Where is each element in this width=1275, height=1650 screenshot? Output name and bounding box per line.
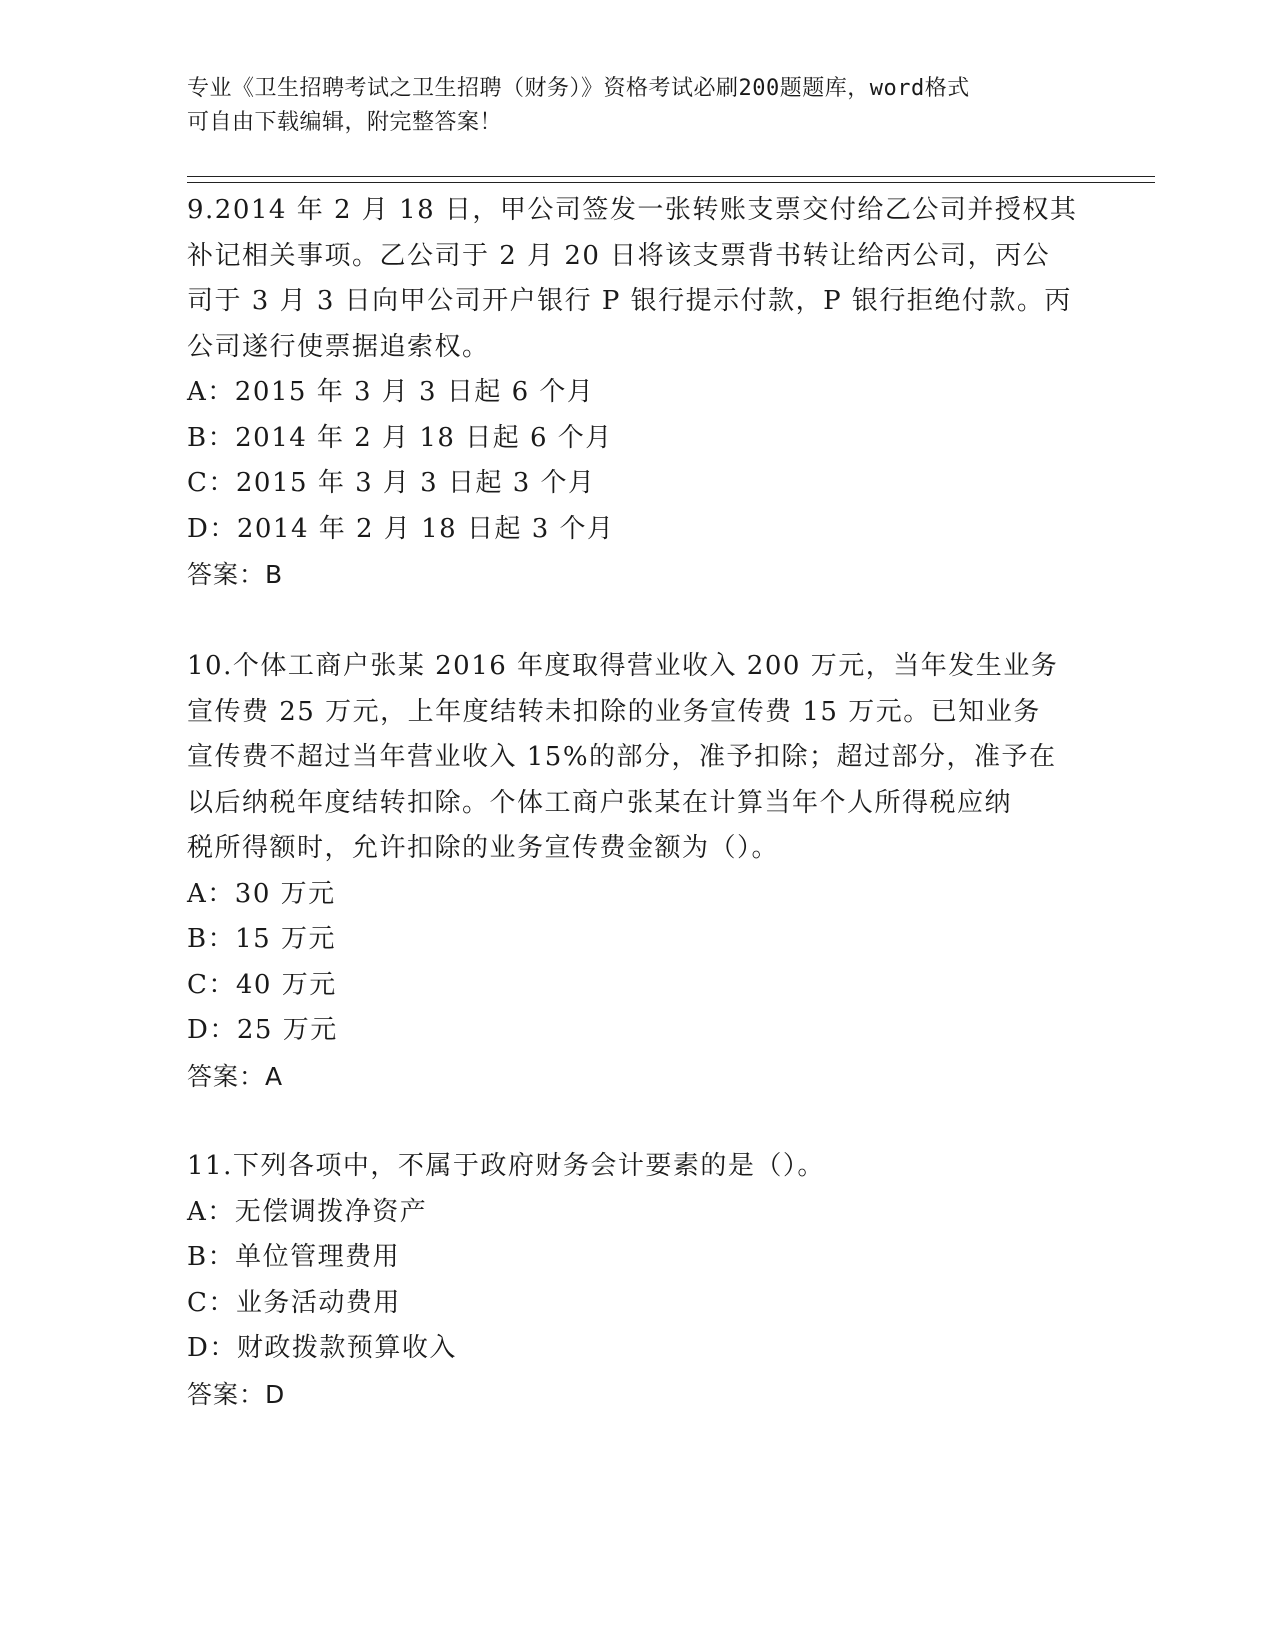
question-11 [187,1144,1087,1417]
header-title-line-2: 可自由下载编辑，附完整答案！ [187,110,503,135]
answer-label: 答案：A [187,1061,284,1091]
option-a: A：2015 年 3 月 3 日起 6 个月 [187,377,595,407]
question-9 [187,188,1087,598]
option-d: D：2014 年 2 月 18 日起 3 个月 [187,513,615,544]
question-text-line: 补记相关事项。乙公司于 2 月 20 日将该支票背书转让给丙公司，丙公 [187,240,1051,271]
answer-label: 答案：D [187,1379,286,1409]
option-b: B：15 万元 [187,924,336,954]
question-10 [187,644,1087,1099]
option-d: D：财政拨款预算收入 [187,1333,457,1363]
document-header [187,72,1067,140]
option-c: C：40 万元 [187,969,337,1000]
header-title-line-1: 专业《卫生招聘考试之卫生招聘（财务）》资格考试必刷200题题库，word格式 [187,76,970,101]
question-text-line: 税所得额时，允许扣除的业务宣传费金额为（）。 [187,833,780,863]
header-divider-top [187,176,1155,177]
option-a: A：无偿调拨净资产 [187,1196,428,1227]
question-text-line: 宣传费不超过当年营业收入 15%的部分，准予扣除；超过部分，准予在 [187,742,1057,772]
option-c: C：业务活动费用 [187,1287,401,1318]
question-text-line: 10.个体工商户张某 2016 年度取得营业收入 200 万元，当年发生业务 [187,651,1059,681]
question-text-line: 司于 3 月 3 日向甲公司开户银行 P 银行提示付款，P 银行拒绝付款。丙 [187,286,1072,316]
option-a: A：30 万元 [187,878,336,909]
option-b: B：单位管理费用 [187,1242,401,1272]
header-divider-bottom [187,182,1155,183]
question-text-line: 11.下列各项中，不属于政府财务会计要素的是（）。 [187,1151,825,1181]
question-text-line: 以后纳税年度结转扣除。个体工商户张某在计算当年个人所得税应纳 [187,787,1013,818]
question-text-line: 宣传费 25 万元，上年度结转未扣除的业务宣传费 15 万元。已知业务 [187,696,1041,727]
question-text-line: 9.2014 年 2 月 18 日，甲公司签发一张转账支票交付给乙公司并授权其 [187,195,1078,225]
question-text-line: 公司遂行使票据追索权。 [187,331,490,362]
option-d: D：25 万元 [187,1015,338,1045]
answer-label: 答案：B [187,560,284,589]
option-c: C：2015 年 3 月 3 日起 3 个月 [187,468,596,498]
option-b: B：2014 年 2 月 18 日起 6 个月 [187,422,613,453]
